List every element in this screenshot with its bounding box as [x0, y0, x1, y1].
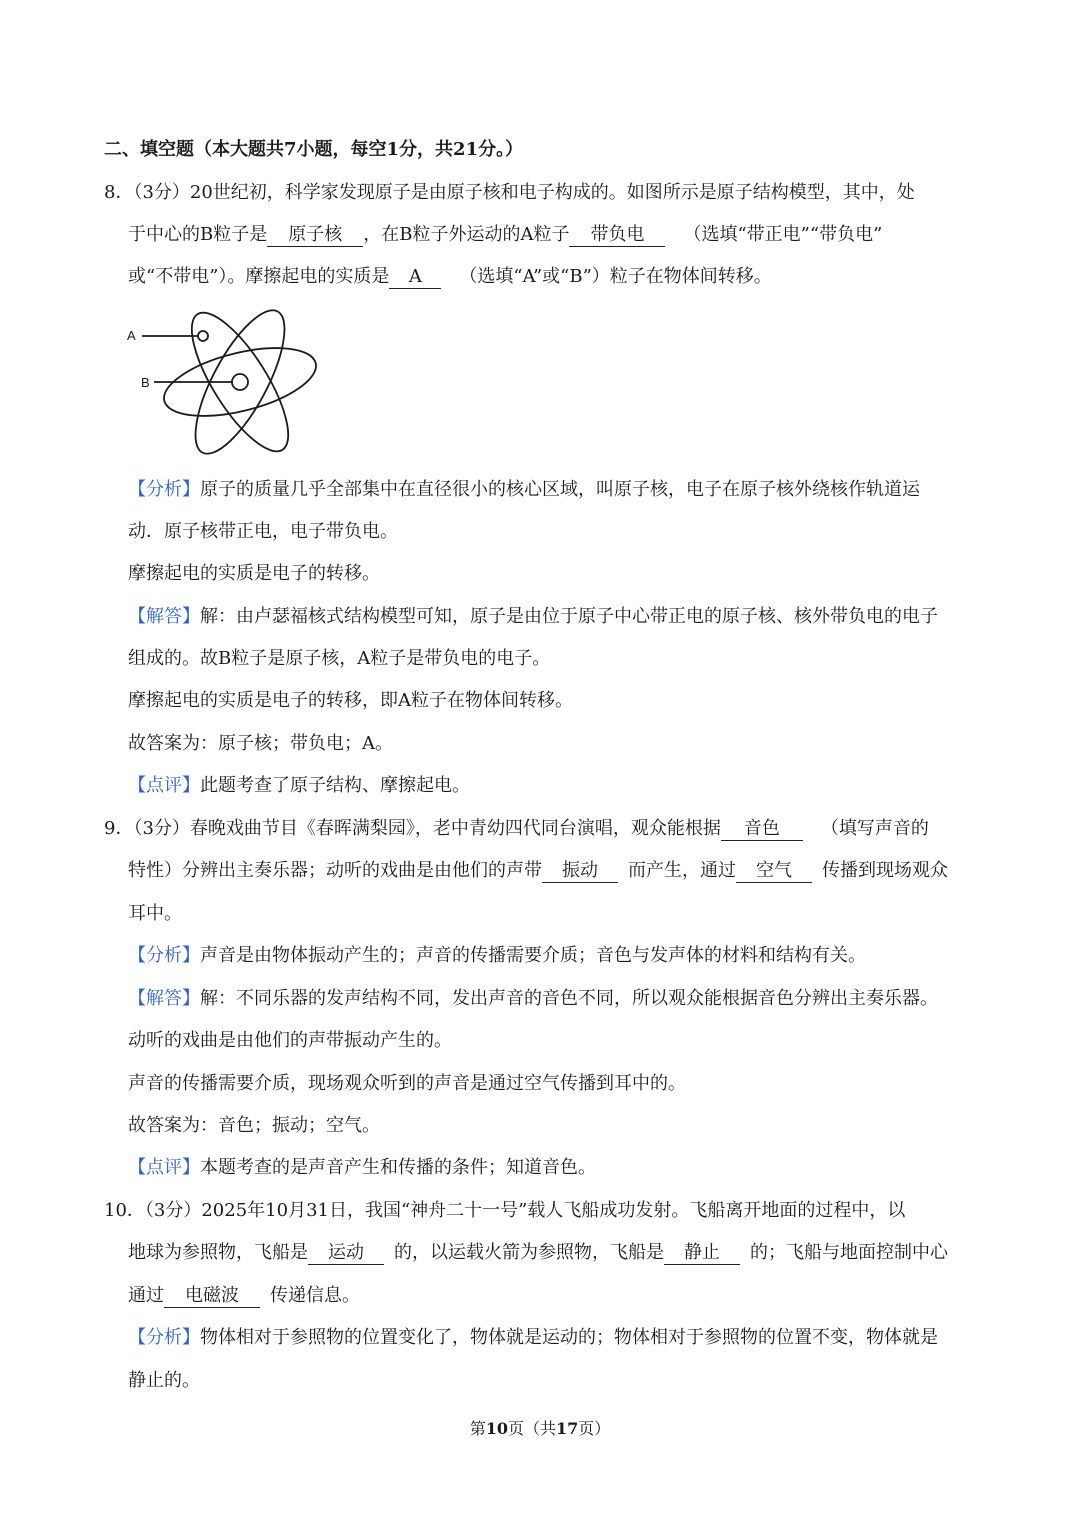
q8-analysis-line-3: 摩擦起电的实质是电子的转移。 — [128, 563, 380, 584]
q9-analysis-line — [128, 944, 866, 968]
q8-analysis-line-2: 动．原子核带正电，电子带负电。 — [128, 521, 398, 542]
question-8-line-2 — [128, 223, 882, 247]
question-8-line-3 — [128, 265, 772, 289]
question-text: （3分）20世纪初，科学家发现原子是由原子核和电子构成的。如图所示是原子结构模型，其中，处 — [133, 182, 915, 203]
q10-analysis-line-1 — [128, 1326, 938, 1350]
analysis-text: 物体相对于参照物的位置变化了，物体就是运动的；物体相对于参照物的位置不变，物体就是 — [200, 1327, 938, 1348]
question-number: 9． — [104, 818, 134, 839]
question-text: 的；飞船与地面控制中心 — [750, 1242, 948, 1263]
answer-blank: 电磁波 — [164, 1285, 260, 1308]
answer-blank: 原子核 — [267, 224, 363, 247]
footer-text: 页（共 — [507, 1419, 556, 1438]
q8-answer-line-3: 摩擦起电的实质是电子的转移，即A粒子在物体间转移。 — [128, 690, 573, 711]
question-text: 传递信息。 — [270, 1285, 360, 1306]
comment-tag: 【点评】 — [128, 775, 200, 796]
question-number: 8． — [104, 182, 134, 203]
page-footer — [0, 1416, 1080, 1439]
answer-blank: 振动 — [542, 860, 618, 883]
footer-text: 第 — [469, 1419, 486, 1438]
page-total: 17 — [556, 1419, 579, 1438]
analysis-tag: 【分析】 — [128, 479, 200, 500]
question-8-line-1 — [104, 181, 915, 205]
atom-model-diagram — [124, 300, 324, 465]
q10-analysis-line-2: 静止的。 — [128, 1370, 200, 1391]
question-text: 通过 — [128, 1285, 164, 1306]
q8-answer-line-4: 故答案为：原子核；带负电；A。 — [128, 733, 393, 754]
question-10-line-2 — [128, 1241, 948, 1265]
q9-answer-line-3: 声音的传播需要介质，现场观众听到的声音是通过空气传播到耳中的。 — [128, 1073, 686, 1094]
question-10-line-1 — [104, 1199, 905, 1223]
answer-blank: 音色 — [721, 818, 803, 841]
label-b: B — [141, 375, 150, 390]
question-text: （3分）2025年10月31日，我国“神舟二十一号”载人飞船成功发射。飞船离开地面的过程中，以 — [144, 1200, 906, 1221]
question-9-line-2 — [128, 859, 948, 883]
comment-text: 此题考查了原子结构、摩擦起电。 — [200, 775, 470, 796]
answer-text: 解：不同乐器的发声结构不同，发出声音的音色不同，所以观众能根据音色分辨出主奏乐器。 — [200, 988, 938, 1009]
label-a: A — [127, 328, 136, 343]
answer-text: 解：由卢瑟福核式结构模型可知，原子是由位于原子中心带正电的原子核、核外带负电的电子 — [200, 606, 938, 627]
section-title: 二、填空题（本大题共7小题，每空1分，共21分。） — [104, 139, 524, 160]
q8-answer-line-1 — [128, 605, 938, 629]
question-10-line-3 — [128, 1284, 360, 1308]
question-text: （填写声音的 — [820, 818, 929, 839]
question-text: 或“不带电”）。摩擦起电的实质是 — [128, 266, 390, 287]
q9-comment-line — [128, 1156, 596, 1180]
answer-blank: 空气 — [736, 860, 812, 883]
q9-answer-line-1 — [128, 987, 938, 1011]
q9-answer-line-2: 动听的戏曲是由他们的声带振动产生的。 — [128, 1030, 452, 1051]
question-text: 特性）分辨出主奏乐器；动听的戏曲是由他们的声带 — [128, 860, 542, 881]
question-text: 的，以运载火箭为参照物，飞船是 — [394, 1242, 664, 1263]
electron — [198, 331, 208, 341]
analysis-text: 原子的质量几乎全部集中在直径很小的核心区域，叫原子核，电子在原子核外绕核作轨道运 — [200, 479, 920, 500]
question-text: （选填“带正电”“带负电” — [683, 224, 883, 245]
q8-analysis-line-1 — [128, 478, 920, 502]
question-text: 于中心的B粒子是 — [128, 224, 268, 245]
question-text: 传播到现场观众 — [822, 860, 948, 881]
question-9-line-1 — [104, 817, 929, 841]
question-number: 10． — [104, 1200, 145, 1221]
q8-answer-line-2: 组成的。故B粒子是原子核，A粒子是带负电的电子。 — [128, 648, 551, 669]
page-number: 10 — [485, 1419, 508, 1438]
answer-blank: 运动 — [308, 1242, 384, 1265]
analysis-text: 声音是由物体振动产生的；声音的传播需要介质；音色与发声体的材料和结构有关。 — [200, 945, 866, 966]
question-9-line-3: 耳中。 — [128, 903, 182, 924]
comment-tag: 【点评】 — [128, 1157, 200, 1178]
answer-blank: 带负电 — [569, 224, 665, 247]
analysis-tag: 【分析】 — [128, 1327, 200, 1348]
question-text: 而产生，通过 — [628, 860, 736, 881]
nucleus — [232, 374, 248, 390]
question-text: 地球为参照物，飞船是 — [128, 1242, 308, 1263]
question-text: （选填“A”或“B”）粒子在物体间转移。 — [459, 266, 772, 287]
analysis-tag: 【分析】 — [128, 945, 200, 966]
footer-text: 页） — [578, 1419, 611, 1438]
answer-blank: A — [389, 266, 441, 289]
question-text: ，在B粒子外运动的A粒子 — [363, 224, 570, 245]
answer-tag: 【解答】 — [128, 988, 200, 1009]
answer-tag: 【解答】 — [128, 606, 200, 627]
q9-answer-line-4: 故答案为：音色；振动；空气。 — [128, 1115, 380, 1136]
question-text: （3分）春晚戏曲节目《春晖满梨园》，老中青幼四代同台演唱，观众能根据 — [133, 818, 721, 839]
answer-blank: 静止 — [664, 1242, 740, 1265]
q8-comment-line — [128, 774, 470, 798]
comment-text: 本题考查的是声音产生和传播的条件；知道音色。 — [200, 1157, 596, 1178]
